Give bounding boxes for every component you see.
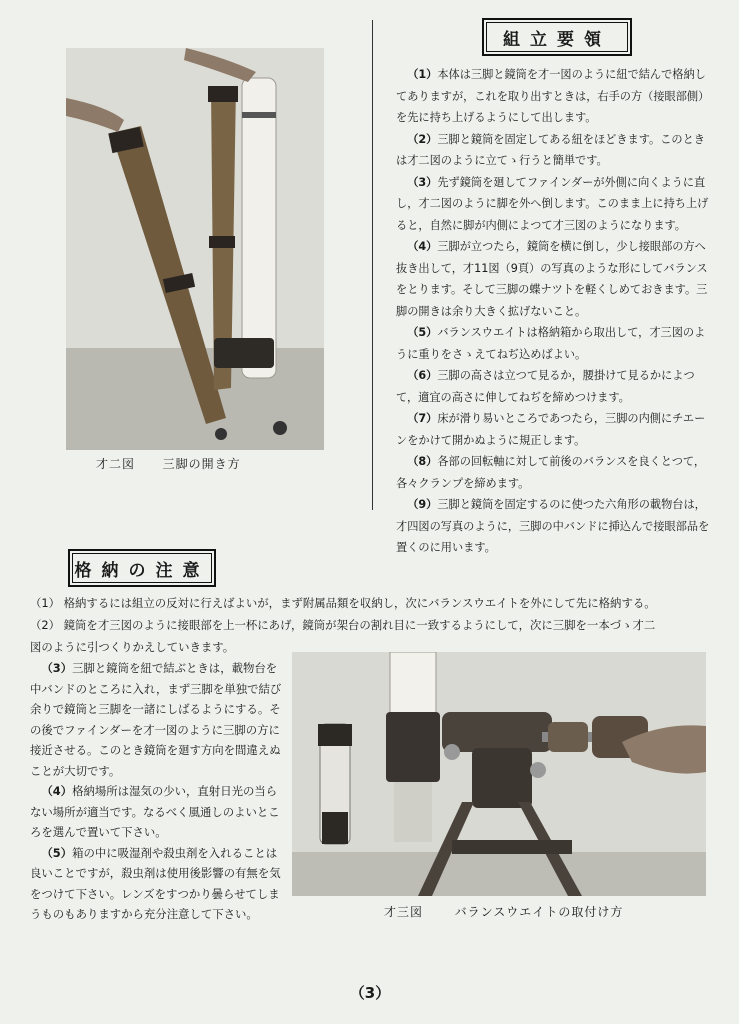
storage-step: （3）三脚と鏡筒を紐で結ぶときは，載物台を中バンドのところに入れ，まず三脚を単独で結び余りで鏡筒と三脚を一諸にしばるようにする。その後でファインダーを才一図のように三脚の方に接近させる。このとき鏡筒を廻す方向を間違えぬことが大切です。 xyxy=(30,661,282,778)
assembly-step: （8）各部の回転軸に対して前後のバランスを良くとつて，各々クランプを締めます。 xyxy=(396,455,706,490)
photo2-caption xyxy=(384,903,623,920)
photo1-caption-text: 三脚の開き方 xyxy=(162,457,241,471)
assembly-step: （1）本体は三脚と鏡筒を才一図のように紐で結んで格納してありますが，これを取り出すときは，右手の方（接眼部側）を先に持ち上げるようにして出します。 xyxy=(396,68,710,124)
storage-line: 図のように引つくりかえしていきます。 xyxy=(30,640,235,654)
assembly-step: （6）三脚の高さは立つて見るか，腰掛けて見るかによつて，適宜の高さに伸してねぢを締めつけます。 xyxy=(396,369,695,404)
assembly-steps xyxy=(396,64,716,559)
storage-line: （2） 鏡筒を才三図のように接眼部を上一杯にあげ，鏡筒が架台の割れ目に一致するようにして，次に三脚を一本づゝ才二 xyxy=(30,618,656,632)
assembly-step: （7）床が滑り易いところであつたら，三脚の内側にチエーンをかけて開かぬように規正します。 xyxy=(396,412,706,447)
assembly-step: （5）バランスウエイトは格納箱から取出して，才三図のように重りをさゝえてねぢ込めばよい。 xyxy=(396,326,706,361)
photo1-caption xyxy=(96,455,241,472)
tripod-photo xyxy=(66,48,324,450)
storage-heading: 格納の注意 xyxy=(68,549,216,587)
assembly-step: （2）三脚と鏡筒を固定してある紐をほどきます。このときは才二図のように立てゝ行うと簡単です。 xyxy=(396,132,705,167)
photo2-caption-text: バランスウエイトの取付け方 xyxy=(454,905,624,919)
balance-weight-photo xyxy=(292,652,706,896)
assembly-step: （4）三脚が立つたら，鏡筒を横に倒し，少し接眼部の方へ抜き出して，才11図（9頁）の写真のような形にしてバランスをとります。そして三脚の蝶ナツトを軽くしめておきます。三脚の開きは余り大きく拡げないこと。 xyxy=(396,240,708,318)
photo1-caption-fig: 才二図 xyxy=(96,457,136,471)
assembly-heading: 組立要領 xyxy=(482,18,632,56)
storage-wide-text xyxy=(30,592,720,658)
photo2-caption-fig: 才三図 xyxy=(384,905,424,919)
assembly-step: （9）三脚と鏡筒を固定するのに使つた六角形の載物台は，才四図の写真のように，三脚の中バンドに挿込んで接眼部品を置くのに用います。 xyxy=(396,498,710,554)
tripod-illustration xyxy=(66,48,324,450)
column-divider xyxy=(372,20,373,510)
storage-step: （5）箱の中に吸湿剤や殺虫剤を入れることは良いことですが，殺虫剤は使用後影響の有無を気をつけて下さい。レンズをすつかり曇らせてしまうものもありますから充分注意して下さい。 xyxy=(30,845,281,921)
assembly-step: （3）先ず鏡筒を廻してファインダーが外側に向くように直し，才二図のように脚を外へ倒します。このまま上に持ち上げると，自然に脚が内側によつて才三図のようになります。 xyxy=(396,175,709,232)
storage-line: （1） 格納するには組立の反対に行えばよいが，まず附属品類を収納し，次にバランスウエイトを外にして先に格納する。 xyxy=(30,596,656,610)
balance-weight-illustration xyxy=(292,652,706,896)
storage-step: （4）格納場所は湿気の少い，直射日光の当らない場所が適当です。なるべく風通しのよいところを選んで置いて下さい。 xyxy=(30,784,280,839)
storage-narrow-text xyxy=(30,658,286,925)
page-number: （3） xyxy=(349,984,391,1002)
